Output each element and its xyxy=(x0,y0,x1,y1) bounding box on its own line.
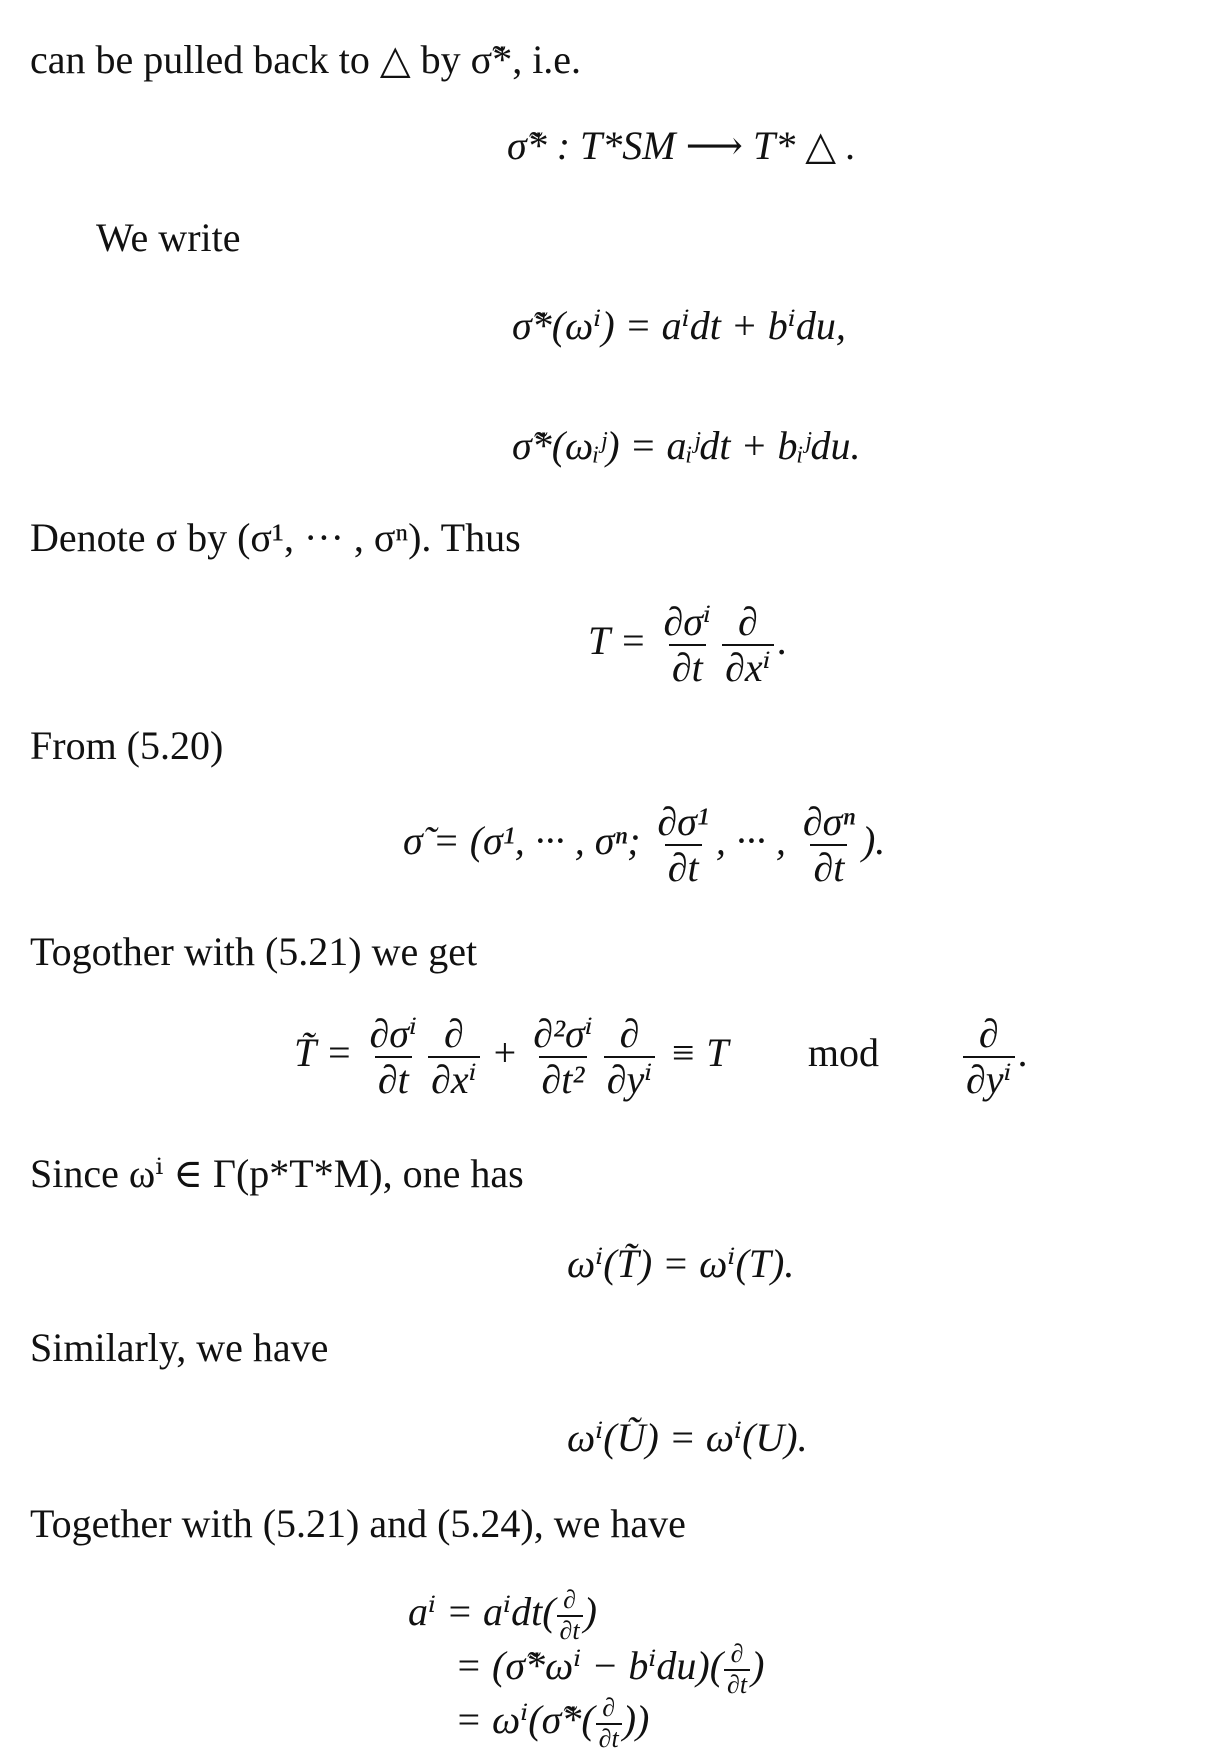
fraction xyxy=(530,1012,596,1102)
fraction xyxy=(722,600,774,690)
denominator: ∂t² xyxy=(539,1056,588,1102)
equation-omega-T: ωⁱ(T̃) = ωⁱ(T). xyxy=(567,1241,795,1286)
eq-mid: , ··· , xyxy=(715,818,786,864)
equation-a-i-line2 xyxy=(455,1640,764,1699)
equiv-T: ≡ T xyxy=(669,1030,728,1076)
numerator: ∂ xyxy=(619,1011,640,1056)
paragraph-line: Since ωⁱ ∈ Γ(p*T*M), one has xyxy=(30,1151,524,1196)
equation-a-i-line3 xyxy=(455,1694,649,1753)
eq-end: )) xyxy=(622,1696,650,1742)
equation-T-tilde xyxy=(294,1012,1029,1102)
eq-end: . xyxy=(1018,1030,1029,1076)
numerator: ∂ xyxy=(563,1585,576,1614)
eq-end: ) xyxy=(583,1588,597,1634)
eq-end: . xyxy=(777,618,788,664)
paragraph-line: From (5.20) xyxy=(30,723,224,768)
paragraph-line: Together with (5.21) and (5.24), we have xyxy=(30,1501,686,1546)
equation-omega-ij: σ̃*(ωᵢʲ) = aᵢʲdt + bᵢʲdu. xyxy=(512,423,861,468)
eq-lhs: T = xyxy=(588,618,647,664)
paragraph-line: Denote σ by (σ¹, ··· , σⁿ). Thus xyxy=(30,515,521,560)
fraction xyxy=(428,1012,480,1102)
fraction xyxy=(557,1586,583,1645)
equation-pullback-map: σ̃* : T*SM ⟶ T* △ . xyxy=(507,123,856,168)
numerator: ∂σⁱ xyxy=(663,599,712,644)
eq-lhs: = (σ̃*ωⁱ − bⁱdu)( xyxy=(455,1642,724,1688)
equation-a-i-line1 xyxy=(408,1586,597,1645)
numerator: ∂²σⁱ xyxy=(533,1011,593,1056)
numerator: ∂ xyxy=(730,1639,744,1668)
fraction xyxy=(367,1012,421,1102)
denominator: ∂xⁱ xyxy=(428,1056,480,1102)
fraction xyxy=(604,1012,656,1102)
equation-omega-U: ωⁱ(Ũ) = ωⁱ(U). xyxy=(567,1415,808,1460)
fraction xyxy=(661,600,715,690)
eq-lhs: aⁱ = aⁱdt( xyxy=(408,1588,556,1634)
equation-T xyxy=(588,600,788,690)
numerator: ∂ xyxy=(602,1693,616,1722)
fraction xyxy=(800,800,858,890)
eq-lhs: σ̃ = (σ¹, ··· , σⁿ; xyxy=(403,818,641,864)
denominator: ∂t xyxy=(810,844,847,890)
denominator: ∂t xyxy=(557,1615,583,1646)
paragraph-line: Similarly, we have xyxy=(30,1325,329,1370)
numerator: ∂σⁿ xyxy=(802,799,855,844)
paragraph-line: We write xyxy=(96,215,241,260)
numerator: ∂ xyxy=(978,1011,999,1056)
denominator: ∂yⁱ xyxy=(963,1056,1015,1102)
fraction xyxy=(963,1012,1015,1102)
mod-operator: mod xyxy=(807,1030,879,1076)
eq-end: ) xyxy=(751,1642,765,1688)
denominator: ∂t xyxy=(669,644,706,690)
equation-omega-i: σ̃*(ωⁱ) = aⁱdt + bⁱdu, xyxy=(512,303,846,348)
eq-lhs: T̃ = xyxy=(294,1030,353,1076)
numerator: ∂ xyxy=(737,599,758,644)
paragraph-line: Togother with (5.21) we get xyxy=(30,929,478,974)
denominator: ∂t xyxy=(375,1056,412,1102)
equation-sigma-tilde xyxy=(403,800,885,890)
numerator: ∂ xyxy=(443,1011,464,1056)
fraction xyxy=(724,1640,750,1699)
eq-lhs: = ωⁱ(σ̃*( xyxy=(455,1696,595,1742)
eq-end: ). xyxy=(861,818,886,864)
numerator: ∂σ¹ xyxy=(657,799,709,844)
fraction xyxy=(596,1694,622,1753)
numerator: ∂σⁱ xyxy=(369,1011,418,1056)
denominator: ∂xⁱ xyxy=(722,644,774,690)
paragraph-line: can be pulled back to △ by σ̃*, i.e. xyxy=(30,37,582,82)
denominator: ∂t xyxy=(665,844,702,890)
denominator: ∂t xyxy=(596,1723,622,1753)
fraction xyxy=(654,800,711,890)
denominator: ∂yⁱ xyxy=(604,1056,656,1102)
denominator: ∂t xyxy=(724,1669,750,1700)
plus-sign: + xyxy=(493,1030,517,1076)
